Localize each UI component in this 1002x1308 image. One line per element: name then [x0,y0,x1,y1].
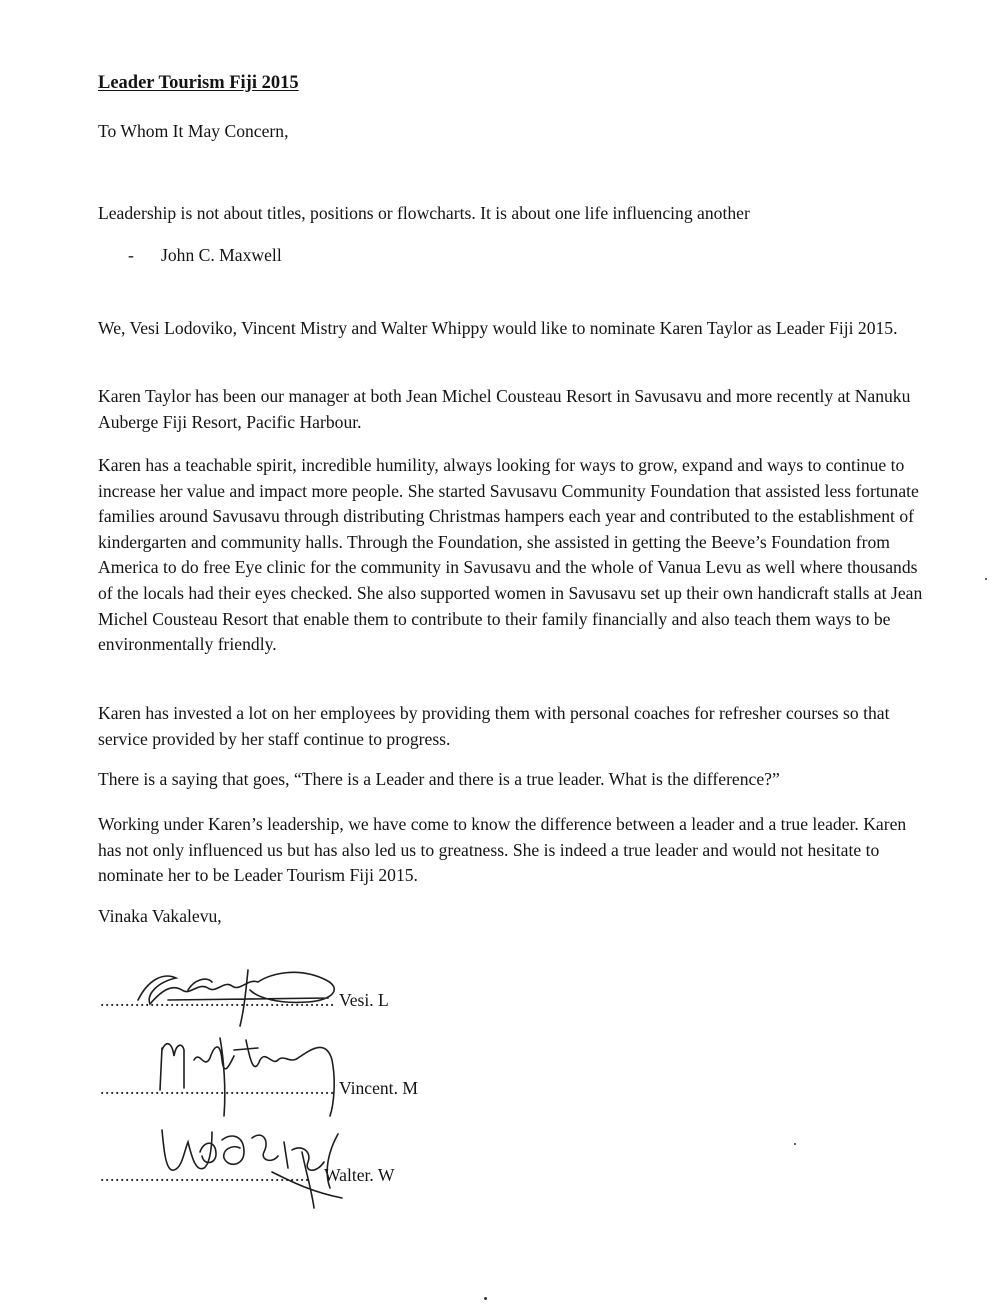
scan-speck [985,578,987,580]
salutation: To Whom It May Concern, [98,121,289,141]
signature-dots: ............................................... [100,990,335,1010]
leadership-quote: Leadership is not about titles, positions or flowcharts. It is about one life influencing another [98,203,750,223]
paragraph-nomination: We, Vesi Lodoviko, Vincent Mistry and Walter Whippy would like to nominate Karen Taylor as Leader Fiji 2015. [98,318,898,338]
signatory-name: Walter. W [323,1165,395,1185]
paragraph-true-leader: Working under Karen’s leadership, we have come to know the difference between a leader and a true leader. Karen has not only influenced us but has also led us to greatness. She is indeed a true leader and would not hesitate to nominate her to be Leader Tourism Fiji 2015. [98,814,907,886]
paragraph-manager: Karen Taylor has been our manager at both Jean Michel Cousteau Resort in Savusavu and more recently at Nanuku Auberge Fiji Resort, Pacific Harbour. [98,386,911,432]
quote-attribution [128,245,282,266]
signature-line-vesi [100,990,389,1011]
quote-author: John C. Maxwell [161,245,282,265]
signature-dots: ............................................... [100,1078,335,1098]
attribution-dash: - [128,245,134,265]
closing: Vinaka Vakalevu, [98,906,222,926]
signature-vincent-icon [150,1020,350,1120]
paragraph-employees: Karen has invested a lot on her employees by providing them with personal coaches for refresher courses so that service provided by her staff continue to progress. [98,703,890,749]
signature-line-vincent [100,1078,418,1099]
scan-speck [794,1143,796,1145]
signature-dots: .......................................... [100,1165,310,1185]
paragraph-community: Karen has a teachable spirit, incredible humility, always looking for ways to grow, expand and ways to continue to increase her value and impact more people. She started Savusavu Community Foundation that assisted less fortunate families around Savusavu through distributing Christmas hampers each year and contributed to the establishment of kindergarten and community halls. Through the Foundation, she assisted in getting the Beeve’s Foundation from America to do free Eye clinic for the community in Savusavu and the whole of Vanua Levu as well where thousands of the locals had their eyes checked. She also supported women in Savusavu set up their own handicraft stalls at Jean Michel Cousteau Resort that enable them to contribute to their family financially and also teach them ways to be environmentally friendly. [98,455,923,655]
paragraph-saying: There is a saying that goes, “There is a Leader and there is a true leader. What is the difference?” [98,769,780,789]
signatory-name: Vincent. M [338,1078,419,1098]
scan-speck [484,1297,487,1300]
signature-walter-icon [152,1112,372,1212]
letter-title: Leader Tourism Fiji 2015 [98,73,299,93]
signatory-name: Vesi. L [338,990,389,1010]
signature-line-walter [100,1165,395,1186]
